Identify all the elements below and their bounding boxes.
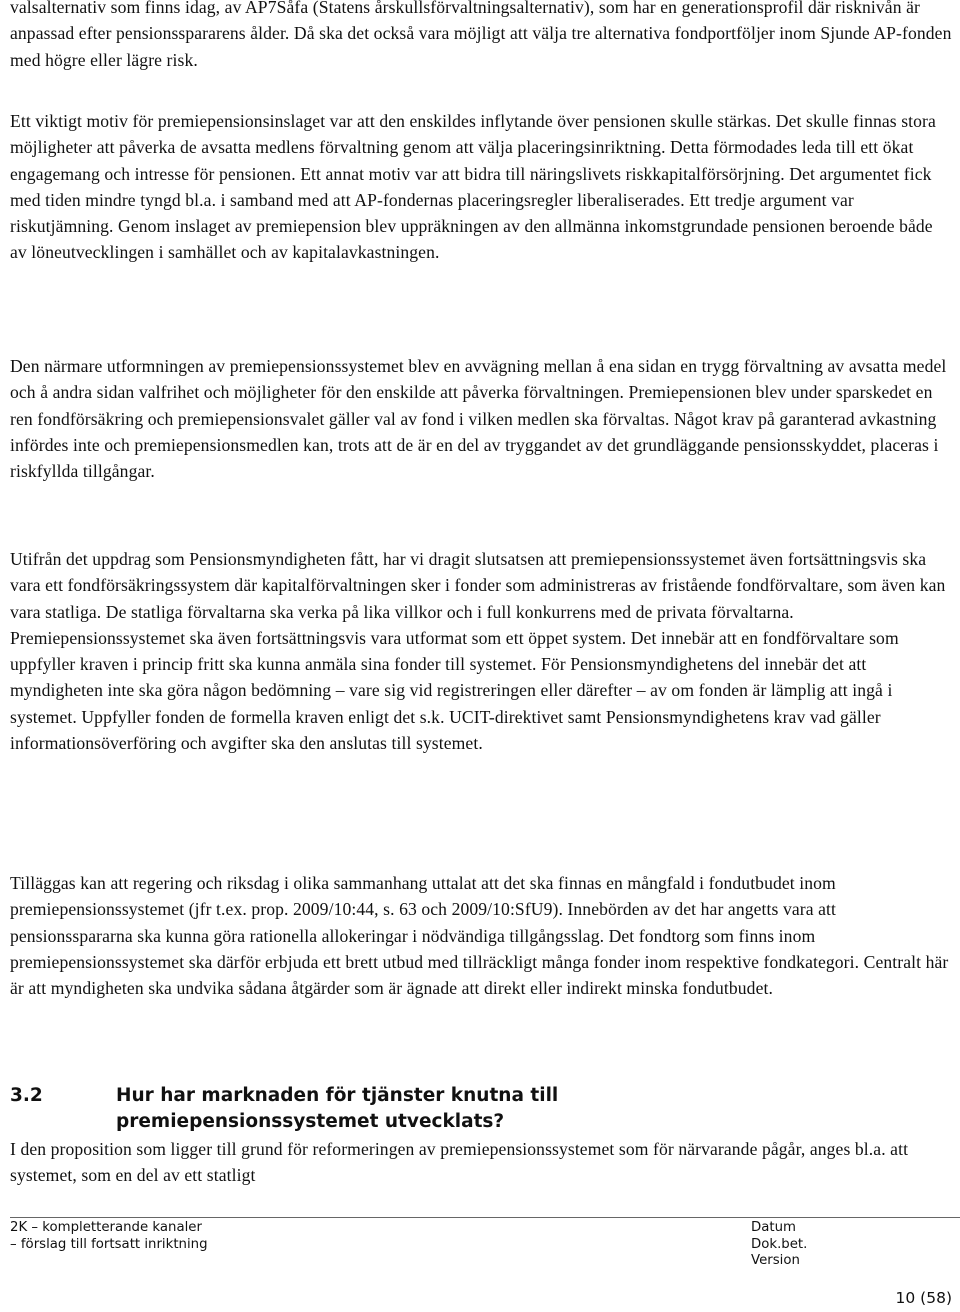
footer-metadata: [751, 1220, 807, 1270]
body-paragraph-after-heading: I den proposition som ligger till grund för reformeringen av premiepensionssystemet som för närvarande pågår, anges bl.a. att systemet, som en del av ett statligt: [10, 1139, 909, 1186]
body-paragraph-1: valsalternativ som finns idag, av AP7Såfa (Statens årskullsförvaltningsalternativ), som har en generationsprofil där risknivån är anpassad efter pensionsspararens ålder. Då ska det också vara möjligt att välja tre alternativa fondportföljer inom Sjunde AP-fonden med högre eller lägre risk.: [10, 0, 952, 70]
body-paragraph-3: Den närmare utformningen av premiepensionssystemet blev en avvägning mellan å ena sidan en trygg förvaltning av avsatta medel och å andra sidan valfrihet och möjligheter för den enskilde att påverka förvaltningen. Premiepensionen blev under sparskedet en ren fondförsäkring och premiepensionsvalet gäller val av fond i vilken medlen ska förvaltas. Något krav på garanterad avkastning infördes inte och premiepensionsmedlen kan, trots att de är en del av tryggandet av det grundläggande pensionsskyddet, placeras i riskfyllda tillgångar.: [10, 356, 947, 482]
body-paragraph-4: Utifrån det uppdrag som Pensionsmyndigheten fått, har vi dragit slutsatsen att premiepensionssystemet även fortsättningsvis ska vara ett fondförsäkringssystem där kapitalförvaltningen sker i fonder som administreras av fristående fondförvaltare, som även kan vara statliga. De statliga förvaltarna ska verka på lika villkor och i full konkurrens med de privata förvaltarna. Premiepensionssystemet ska även fortsättningsvis vara utformat som ett öppet system. Det innebär att en fondförvaltare som uppfyller kraven i princip fritt ska kunna anmäla sina fonder till systemet. För Pensionsmyndighetens del innebär det att myndigheten inte ska göra någon bedömning – vare sig vid registreringen eller därefter – av om fonden är lämplig att ingå i systemet. Uppfyller fonden de formella kraven enligt det s.k. UCIT-direktivet samt Pensionsmyndighetens krav vad gäller informationsöverföring och avgifter ska den anslutas till systemet.: [10, 549, 946, 754]
footer-label-version: Version: [751, 1253, 800, 1268]
footer-title-line-1: 2K – kompletterande kanaler: [10, 1220, 202, 1235]
footer-document-title: [10, 1220, 208, 1253]
body-paragraph-2: Ett viktigt motiv för premiepensionsinslaget var att den enskildes inflytande över pensionen skulle stärkas. Det skulle finnas stora möjligheter att påverka de avsatta medlens förvaltning genom att välja placeringsinriktning. Detta förmodades leda till ett ökat engagemang och intresse för pensionen. Ett annat motiv var att bidra till näringslivets riskkapitalförsörjning. Det argumentet fick med tiden mindre tyngd bl.a. i samband med att AP-fondernas placeringsregler liberaliserades. Ett tredje argument var riskutjämning. Genom inslaget av premiepension blev uppräkningen av den allmänna inkomstgrundade pensionen beroende både av löneutvecklingen i samhället och av kapitalavkastningen.: [10, 111, 936, 263]
footer-title-line-2: – förslag till fortsatt inriktning: [10, 1236, 208, 1252]
body-paragraph-5: Tilläggas kan att regering och riksdag i olika sammanhang uttalat att det ska finnas en mångfald i fondutbudet inom premiepensionssystemet (jfr t.ex. prop. 2009/10:44, s. 63 och 2009/10:SfU9). Innebörden av det har angetts vara att pensionsspararna ska kunna göra rationella allokeringar i nödvändiga tillgångsslag. Det fondtorg som finns inom premiepensionssystemet ska därför erbjuda ett brett utbud med tillräckligt många fonder inom respektive fondkategori. Centralt här är att myndigheten ska undvika sådana åtgärder som är ägnade att direkt eller indirekt minska fondutbudet.: [10, 873, 949, 999]
section-title: Hur har marknaden för tjänster knutna till premiepensionssystemet utvecklats?: [116, 1085, 559, 1132]
section-number: 3.2: [10, 1085, 43, 1106]
footer-divider: [10, 1217, 960, 1218]
footer-label-docref: Dok.bet.: [751, 1236, 808, 1252]
footer-label-date: Datum: [751, 1220, 796, 1235]
page-number: 10 (58): [895, 1289, 952, 1307]
